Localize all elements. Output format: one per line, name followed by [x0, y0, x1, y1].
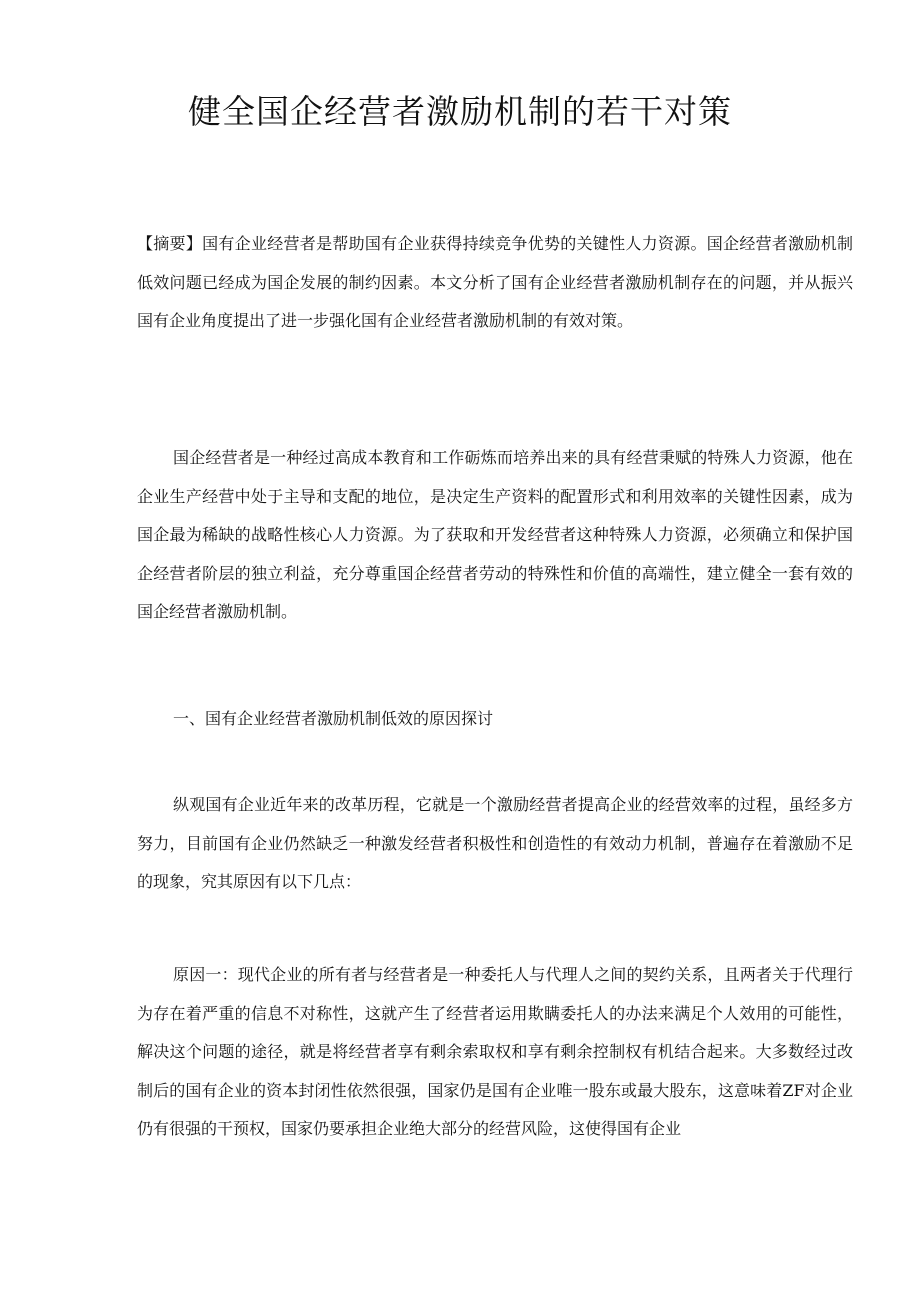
document-title: 健全国企经营者激励机制的若干对策 — [188, 92, 732, 131]
intro-paragraph: 国企经营者是一种经过高成本教育和工作砺炼而培养出来的具有经营秉赋的特殊人力资源，他在企业生产经营中处于主导和支配的地位，是决定生产资料的配置形式和利用效率的关键性因素，成为国企最为稀缺的战略性核心人力资源。为了获取和开发经营者这种特殊人力资源，必须确立和保护国企经营者阶层的独立利益，充分尊重国企经营者劳动的特殊性和价值的高端性，建立健全一套有效的国企经营者激励机制。 — [137, 448, 853, 621]
reason-paragraph: 原因一：现代企业的所有者与经营者是一种委托人与代理人之间的契约关系，且两者关于代理行为存在着严重的信息不对称性，这就产生了经营者运用欺瞒委托人的办法来满足个人效用的可能性，解决这个问题的途径，就是将经营者享有剩余索取权和享有剩余控制权有机结合起来。大多数经过改制后的国有企业的资本封闭性依然很强，国家仍是国有企业唯一股东或最大股东，这意味着ZF对企业仍有很强的干预权，国家仍要承担企业绝大部分的经营风险，这使得国有企业 — [137, 965, 853, 1138]
abstract-paragraph: 【摘要】国有企业经营者是帮助国有企业获得持续竞争优势的关键性人力资源。国企经营者激励机制低效问题已经成为国企发展的制约因素。本文分析了国有企业经营者激励机制存在的问题，并从振兴国有企业角度提出了进一步强化国有企业经营者激励机制的有效对策。 — [137, 234, 853, 330]
section-heading: 一、国有企业经营者激励机制低效的原因探讨 — [173, 709, 494, 728]
section-paragraph: 纵观国有企业近年来的改革历程，它就是一个激励经营者提高企业的经营效率的过程，虽经多方努力，目前国有企业仍然缺乏一种激发经营者积极性和创造性的有效动力机制，普遍存在着激励不足的现象，究其原因有以下几点： — [137, 795, 853, 891]
